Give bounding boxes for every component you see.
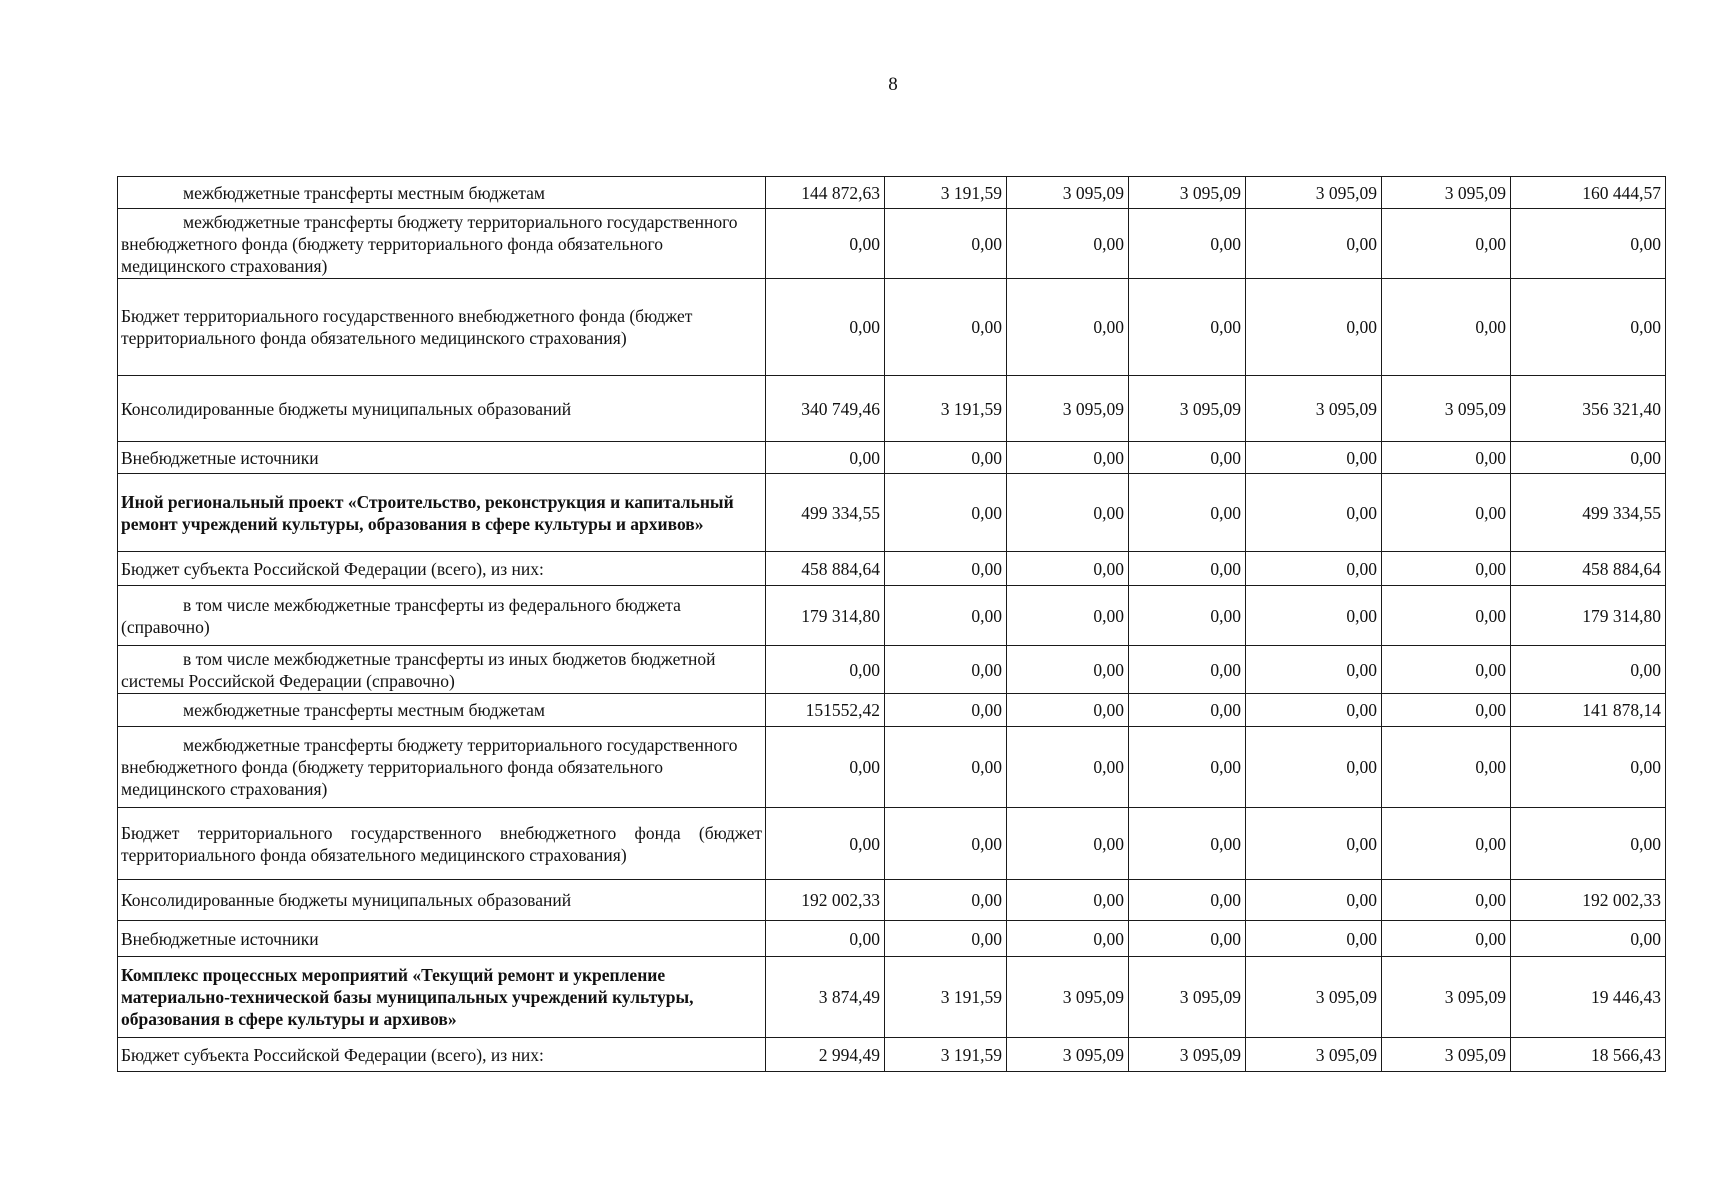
row-value-col-1: 144 872,63 bbox=[766, 177, 885, 209]
row-value-col-5: 0,00 bbox=[1246, 880, 1382, 921]
row-value-col-4: 0,00 bbox=[1129, 694, 1246, 727]
row-value-col-7: 160 444,57 bbox=[1511, 177, 1666, 209]
row-value-col-6: 0,00 bbox=[1382, 727, 1511, 808]
row-value-col-6: 3 095,09 bbox=[1382, 376, 1511, 442]
row-value-col-6: 0,00 bbox=[1382, 694, 1511, 727]
row-value-col-2: 0,00 bbox=[885, 586, 1007, 646]
row-value-col-5: 3 095,09 bbox=[1246, 957, 1382, 1038]
row-value-col-3: 0,00 bbox=[1007, 727, 1129, 808]
row-value-col-7: 18 566,43 bbox=[1511, 1038, 1666, 1072]
row-value-col-2: 0,00 bbox=[885, 474, 1007, 552]
row-value-col-5: 3 095,09 bbox=[1246, 177, 1382, 209]
row-value-col-1: 0,00 bbox=[766, 209, 885, 279]
row-value-col-3: 0,00 bbox=[1007, 646, 1129, 694]
row-value-col-5: 3 095,09 bbox=[1246, 1038, 1382, 1072]
row-value-col-4: 0,00 bbox=[1129, 921, 1246, 957]
row-value-col-7: 458 884,64 bbox=[1511, 552, 1666, 586]
row-value-col-2: 3 191,59 bbox=[885, 1038, 1007, 1072]
row-value-col-2: 0,00 bbox=[885, 209, 1007, 279]
row-value-col-2: 0,00 bbox=[885, 727, 1007, 808]
row-value-col-2: 0,00 bbox=[885, 880, 1007, 921]
row-value-col-6: 0,00 bbox=[1382, 921, 1511, 957]
row-value-col-1: 192 002,33 bbox=[766, 880, 885, 921]
row-label: межбюджетные трансферты местным бюджетам bbox=[118, 177, 766, 209]
row-value-col-6: 3 095,09 bbox=[1382, 957, 1511, 1038]
row-value-col-4: 0,00 bbox=[1129, 442, 1246, 474]
row-value-col-6: 0,00 bbox=[1382, 474, 1511, 552]
table-row bbox=[118, 880, 1666, 921]
row-label: Бюджет субъекта Российской Федерации (всего), из них: bbox=[118, 552, 766, 586]
row-value-col-2: 0,00 bbox=[885, 694, 1007, 727]
row-value-col-2: 0,00 bbox=[885, 646, 1007, 694]
row-value-col-5: 0,00 bbox=[1246, 808, 1382, 880]
row-value-col-7: 0,00 bbox=[1511, 442, 1666, 474]
row-value-col-2: 3 191,59 bbox=[885, 957, 1007, 1038]
table-row bbox=[118, 376, 1666, 442]
row-value-col-5: 0,00 bbox=[1246, 586, 1382, 646]
row-value-col-1: 0,00 bbox=[766, 646, 885, 694]
row-value-col-4: 0,00 bbox=[1129, 646, 1246, 694]
row-value-col-1: 0,00 bbox=[766, 921, 885, 957]
row-value-col-5: 0,00 bbox=[1246, 646, 1382, 694]
row-value-col-3: 0,00 bbox=[1007, 921, 1129, 957]
row-value-col-3: 0,00 bbox=[1007, 279, 1129, 376]
row-value-col-7: 0,00 bbox=[1511, 921, 1666, 957]
row-value-col-3: 0,00 bbox=[1007, 880, 1129, 921]
row-value-col-7: 19 446,43 bbox=[1511, 957, 1666, 1038]
row-value-col-5: 0,00 bbox=[1246, 209, 1382, 279]
row-label: межбюджетные трансферты местным бюджетам bbox=[118, 694, 766, 727]
table-row bbox=[118, 1038, 1666, 1072]
table-row bbox=[118, 474, 1666, 552]
row-label: межбюджетные трансферты бюджету территориального государственного внебюджетного фонда (бюджету территориального фонда обязательного медицинского страхования) bbox=[118, 727, 766, 808]
row-value-col-4: 3 095,09 bbox=[1129, 376, 1246, 442]
row-label: Иной региональный проект «Строительство, реконструкция и капитальный ремонт учреждений культуры, образования в сфере культуры и архивов» bbox=[118, 474, 766, 552]
table-row bbox=[118, 177, 1666, 209]
row-label: Комплекс процессных мероприятий «Текущий ремонт и укрепление материально-технической базы муниципальных учреждений культуры, образования в сфере культуры и архивов» bbox=[118, 957, 766, 1038]
row-value-col-7: 0,00 bbox=[1511, 279, 1666, 376]
table-row bbox=[118, 279, 1666, 376]
row-value-col-1: 0,00 bbox=[766, 279, 885, 376]
row-value-col-4: 0,00 bbox=[1129, 586, 1246, 646]
row-value-col-5: 0,00 bbox=[1246, 279, 1382, 376]
row-value-col-6: 3 095,09 bbox=[1382, 1038, 1511, 1072]
row-value-col-2: 3 191,59 bbox=[885, 177, 1007, 209]
table-row bbox=[118, 957, 1666, 1038]
row-value-col-7: 499 334,55 bbox=[1511, 474, 1666, 552]
row-value-col-1: 0,00 bbox=[766, 727, 885, 808]
row-value-col-1: 458 884,64 bbox=[766, 552, 885, 586]
table-row bbox=[118, 442, 1666, 474]
row-value-col-4: 3 095,09 bbox=[1129, 177, 1246, 209]
table-row bbox=[118, 586, 1666, 646]
row-value-col-7: 0,00 bbox=[1511, 727, 1666, 808]
row-value-col-7: 356 321,40 bbox=[1511, 376, 1666, 442]
row-value-col-1: 0,00 bbox=[766, 442, 885, 474]
row-value-col-2: 3 191,59 bbox=[885, 376, 1007, 442]
row-value-col-6: 0,00 bbox=[1382, 586, 1511, 646]
row-value-col-3: 0,00 bbox=[1007, 586, 1129, 646]
budget-table bbox=[117, 176, 1666, 1072]
row-value-col-3: 3 095,09 bbox=[1007, 957, 1129, 1038]
row-value-col-5: 0,00 bbox=[1246, 552, 1382, 586]
row-value-col-6: 0,00 bbox=[1382, 279, 1511, 376]
row-label: Консолидированные бюджеты муниципальных образований bbox=[118, 376, 766, 442]
row-label: межбюджетные трансферты бюджету территориального государственного внебюджетного фонда (бюджету территориального фонда обязательного медицинского страхования) bbox=[118, 209, 766, 279]
row-value-col-6: 0,00 bbox=[1382, 209, 1511, 279]
table-row bbox=[118, 694, 1666, 727]
row-value-col-7: 179 314,80 bbox=[1511, 586, 1666, 646]
row-label: Внебюджетные источники bbox=[118, 442, 766, 474]
table-row bbox=[118, 552, 1666, 586]
row-value-col-2: 0,00 bbox=[885, 279, 1007, 376]
row-value-col-2: 0,00 bbox=[885, 442, 1007, 474]
row-value-col-4: 0,00 bbox=[1129, 552, 1246, 586]
table-row bbox=[118, 646, 1666, 694]
row-value-col-3: 0,00 bbox=[1007, 552, 1129, 586]
row-value-col-1: 3 874,49 bbox=[766, 957, 885, 1038]
row-value-col-5: 3 095,09 bbox=[1246, 376, 1382, 442]
table-row bbox=[118, 727, 1666, 808]
row-label: в том числе межбюджетные трансферты из федерального бюджета (справочно) bbox=[118, 586, 766, 646]
row-value-col-3: 0,00 bbox=[1007, 694, 1129, 727]
row-value-col-7: 192 002,33 bbox=[1511, 880, 1666, 921]
row-value-col-7: 0,00 bbox=[1511, 808, 1666, 880]
table-row bbox=[118, 209, 1666, 279]
row-value-col-3: 3 095,09 bbox=[1007, 1038, 1129, 1072]
row-value-col-2: 0,00 bbox=[885, 808, 1007, 880]
table-row bbox=[118, 921, 1666, 957]
row-value-col-6: 3 095,09 bbox=[1382, 177, 1511, 209]
row-value-col-6: 0,00 bbox=[1382, 880, 1511, 921]
row-value-col-3: 0,00 bbox=[1007, 474, 1129, 552]
row-value-col-4: 3 095,09 bbox=[1129, 957, 1246, 1038]
row-value-col-4: 0,00 bbox=[1129, 279, 1246, 376]
row-value-col-3: 3 095,09 bbox=[1007, 376, 1129, 442]
row-value-col-3: 0,00 bbox=[1007, 808, 1129, 880]
table-body bbox=[118, 177, 1666, 1072]
row-label: Консолидированные бюджеты муниципальных образований bbox=[118, 880, 766, 921]
table-row bbox=[118, 808, 1666, 880]
row-label: Бюджет территориального государственного внебюджетного фонда (бюджет территориального фонда обязательного медицинского страхования) bbox=[118, 808, 766, 880]
row-value-col-5: 0,00 bbox=[1246, 442, 1382, 474]
row-value-col-6: 0,00 bbox=[1382, 808, 1511, 880]
row-label: в том числе межбюджетные трансферты из иных бюджетов бюджетной системы Российской Федерации (справочно) bbox=[118, 646, 766, 694]
row-label: Внебюджетные источники bbox=[118, 921, 766, 957]
row-value-col-1: 0,00 bbox=[766, 808, 885, 880]
row-value-col-4: 0,00 bbox=[1129, 727, 1246, 808]
row-value-col-5: 0,00 bbox=[1246, 474, 1382, 552]
row-value-col-5: 0,00 bbox=[1246, 921, 1382, 957]
row-value-col-5: 0,00 bbox=[1246, 694, 1382, 727]
row-value-col-1: 340 749,46 bbox=[766, 376, 885, 442]
row-value-col-1: 151552,42 bbox=[766, 694, 885, 727]
row-value-col-4: 0,00 bbox=[1129, 880, 1246, 921]
row-value-col-1: 499 334,55 bbox=[766, 474, 885, 552]
row-value-col-2: 0,00 bbox=[885, 921, 1007, 957]
row-value-col-4: 0,00 bbox=[1129, 209, 1246, 279]
row-value-col-3: 0,00 bbox=[1007, 209, 1129, 279]
row-label: Бюджет территориального государственного внебюджетного фонда (бюджет территориального фонда обязательного медицинского страхования) bbox=[118, 279, 766, 376]
row-value-col-5: 0,00 bbox=[1246, 727, 1382, 808]
row-value-col-3: 3 095,09 bbox=[1007, 177, 1129, 209]
page-number: 8 bbox=[888, 74, 898, 95]
row-value-col-7: 0,00 bbox=[1511, 209, 1666, 279]
row-label: Бюджет субъекта Российской Федерации (всего), из них: bbox=[118, 1038, 766, 1072]
row-value-col-4: 0,00 bbox=[1129, 808, 1246, 880]
row-value-col-4: 0,00 bbox=[1129, 474, 1246, 552]
row-value-col-3: 0,00 bbox=[1007, 442, 1129, 474]
row-value-col-7: 0,00 bbox=[1511, 646, 1666, 694]
row-value-col-6: 0,00 bbox=[1382, 552, 1511, 586]
row-value-col-4: 3 095,09 bbox=[1129, 1038, 1246, 1072]
row-value-col-7: 141 878,14 bbox=[1511, 694, 1666, 727]
row-value-col-1: 179 314,80 bbox=[766, 586, 885, 646]
row-value-col-6: 0,00 bbox=[1382, 646, 1511, 694]
row-value-col-1: 2 994,49 bbox=[766, 1038, 885, 1072]
row-value-col-6: 0,00 bbox=[1382, 442, 1511, 474]
row-value-col-2: 0,00 bbox=[885, 552, 1007, 586]
